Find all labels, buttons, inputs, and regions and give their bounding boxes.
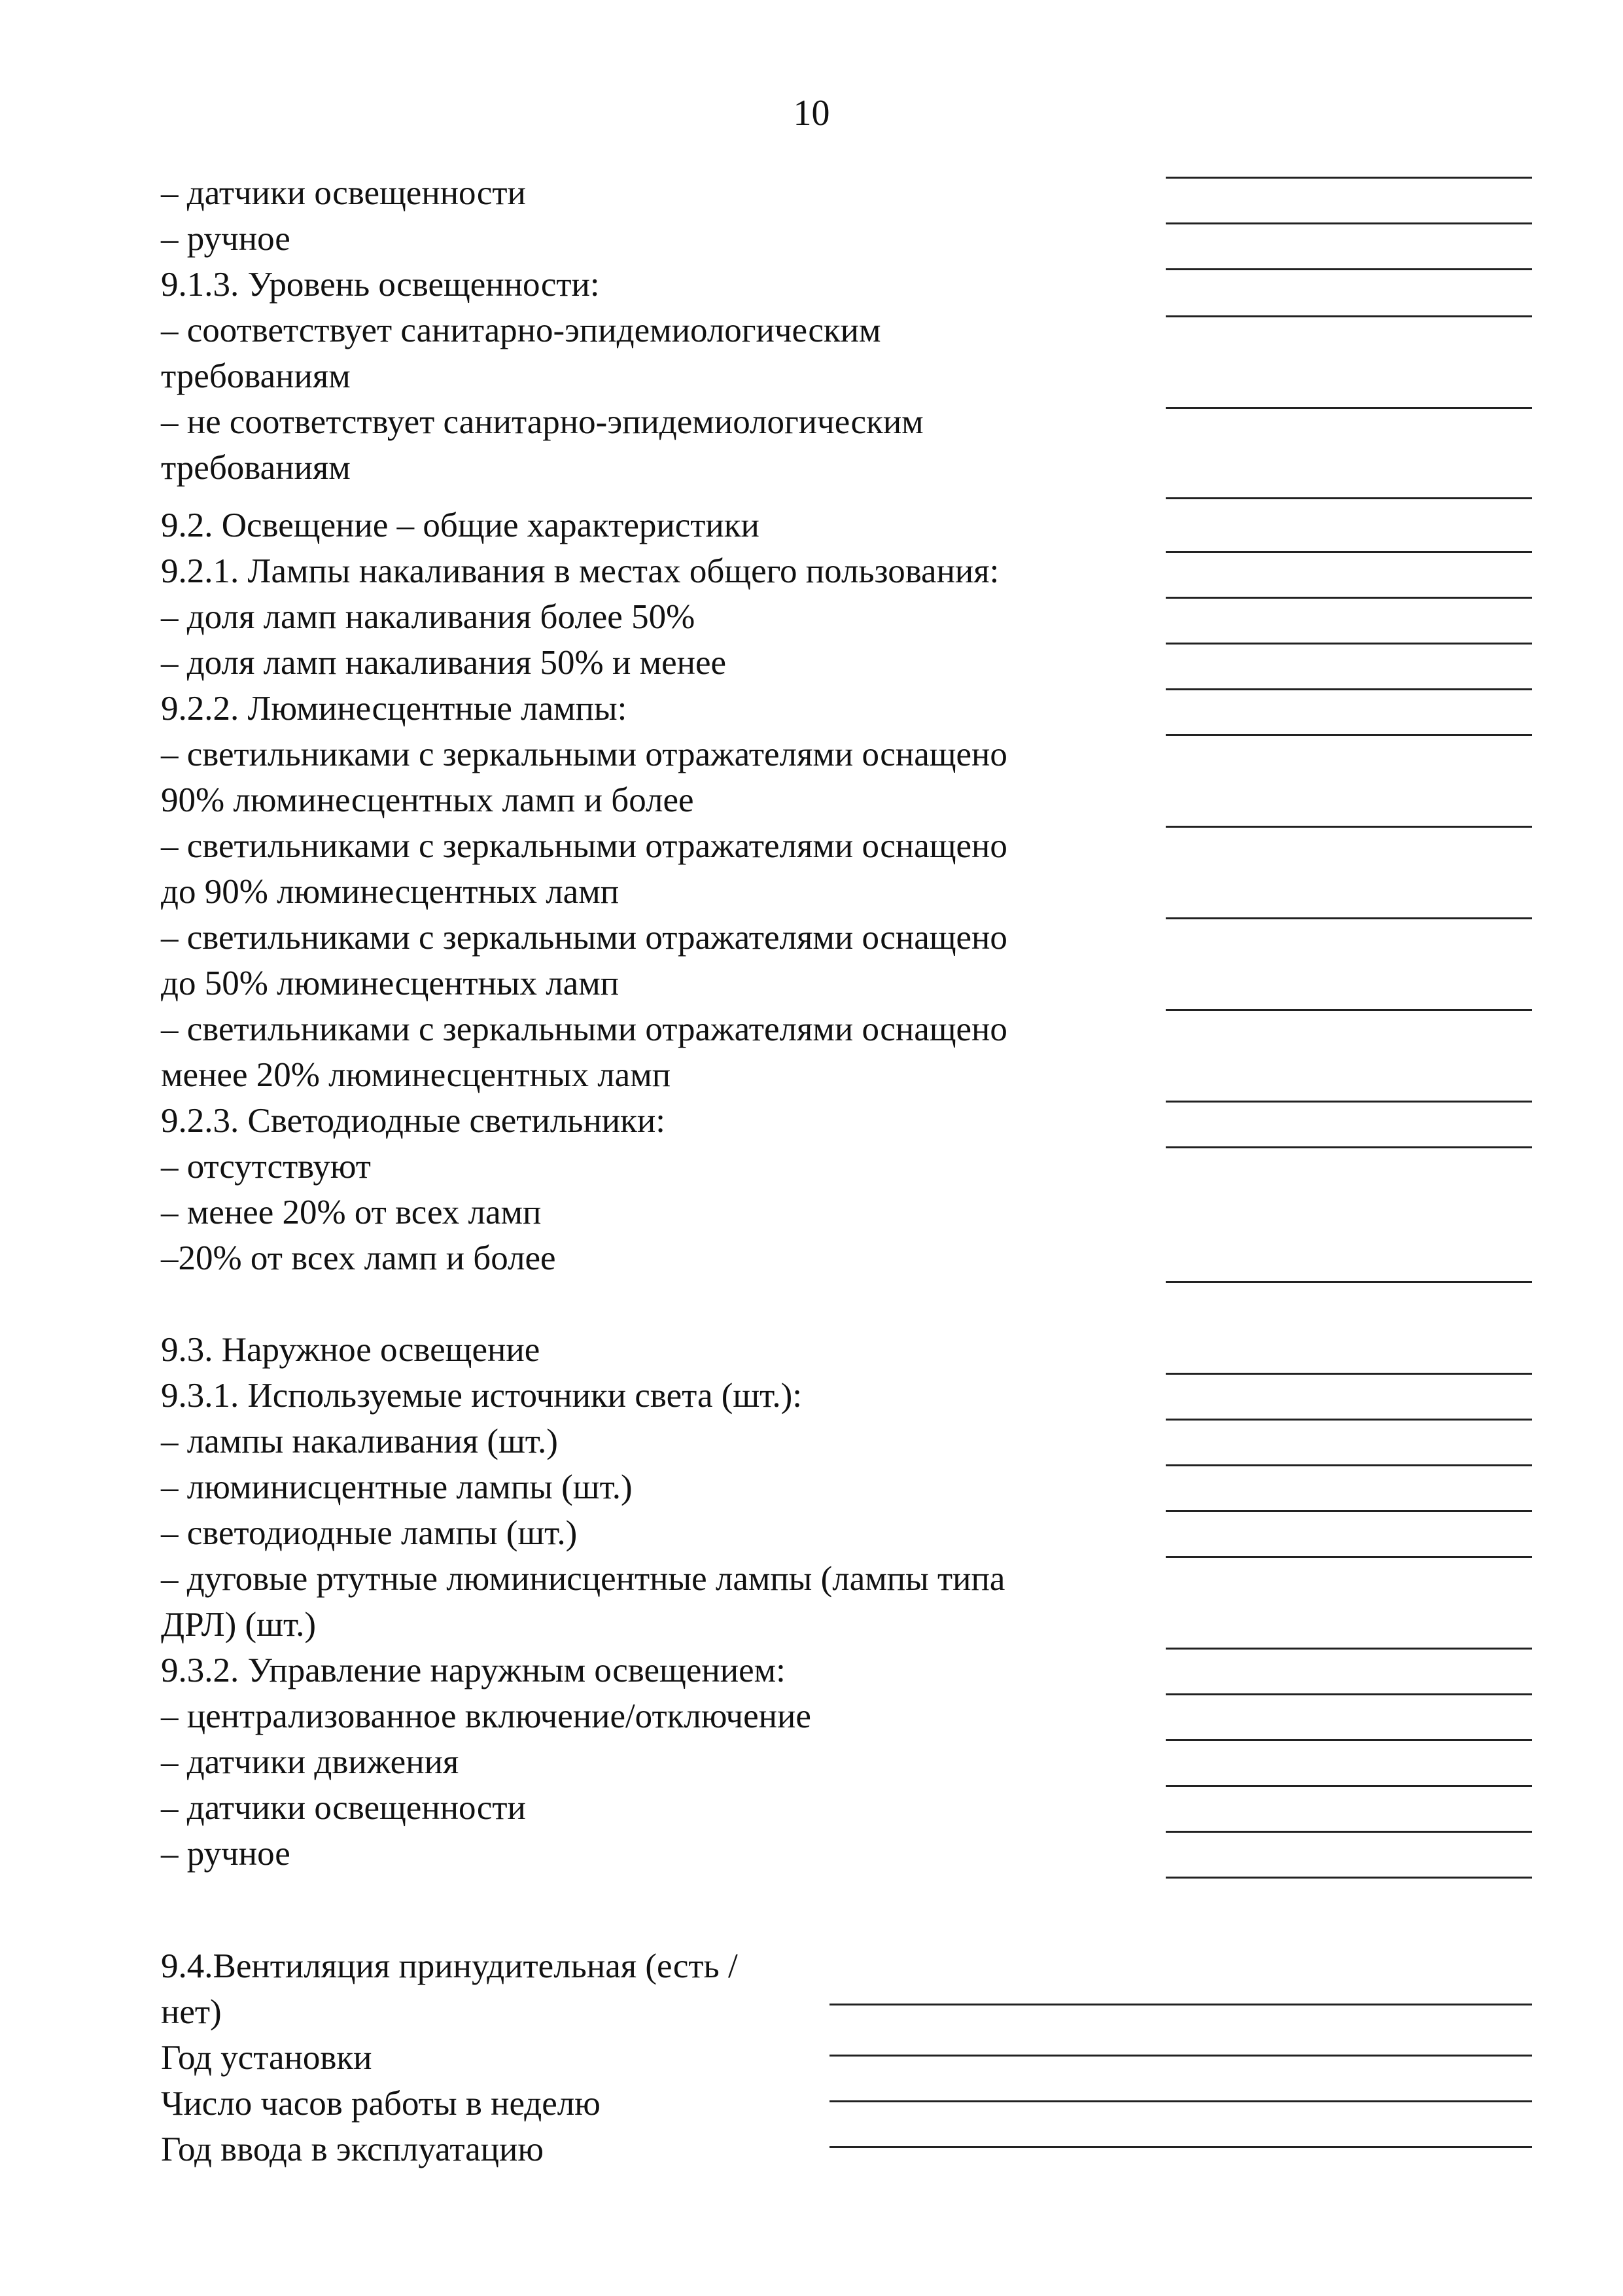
form-line: до 50% люминесцентных ламп xyxy=(161,964,620,1002)
form-line: 9.2.2. Люминесцентные лампы: xyxy=(161,690,627,728)
answer-blank[interactable] xyxy=(1166,1739,1532,1741)
answer-blank[interactable] xyxy=(1166,643,1532,645)
form-line: – датчики освещенности xyxy=(161,174,526,212)
answer-blank[interactable] xyxy=(1166,688,1532,690)
form-line: –20% от всех ламп и более xyxy=(161,1239,556,1277)
form-line: 9.3.2. Управление наружным освещением: xyxy=(161,1651,786,1689)
form-line: – лампы накаливания (шт.) xyxy=(161,1422,558,1460)
answer-blank[interactable] xyxy=(829,2100,1532,2102)
answer-blank[interactable] xyxy=(1166,497,1532,499)
form-line: менее 20% люминесцентных ламп xyxy=(161,1056,671,1094)
form-line: – светильниками с зеркальными отражателями оснащено xyxy=(161,1010,1007,1048)
answer-blank[interactable] xyxy=(1166,1101,1532,1103)
answer-blank[interactable] xyxy=(1166,1831,1532,1833)
answer-blank[interactable] xyxy=(1166,1146,1532,1148)
form-line: 90% люминесцентных ламп и более xyxy=(161,781,694,819)
answer-blank[interactable] xyxy=(829,2004,1532,2005)
answer-blank[interactable] xyxy=(1166,1281,1532,1283)
answer-blank[interactable] xyxy=(1166,1464,1532,1466)
form-line: 9.4.Вентиляция принудительная (есть / xyxy=(161,1947,738,1985)
form-line: 9.3. Наружное освещение xyxy=(161,1331,540,1369)
answer-blank[interactable] xyxy=(1166,1648,1532,1650)
form-line: – светильниками с зеркальными отражателями оснащено xyxy=(161,919,1007,957)
form-line: нет) xyxy=(161,1993,222,2031)
page-number: 10 xyxy=(793,93,830,133)
form-line: – централизованное включение/отключение xyxy=(161,1697,811,1735)
form-line: 9.1.3. Уровень освещенности: xyxy=(161,266,600,304)
form-line: 9.3.1. Используемые источники света (шт.): xyxy=(161,1377,802,1415)
form-line: – светодиодные лампы (шт.) xyxy=(161,1514,578,1552)
form-line: 9.2.3. Светодиодные светильники: xyxy=(161,1102,666,1140)
form-line: Год установки xyxy=(161,2039,372,2077)
answer-blank[interactable] xyxy=(1166,268,1532,270)
answer-blank[interactable] xyxy=(1166,1510,1532,1512)
form-line: – отсутствуют xyxy=(161,1148,371,1186)
form-line: – датчики движения xyxy=(161,1743,459,1781)
answer-blank[interactable] xyxy=(1166,1556,1532,1558)
answer-blank[interactable] xyxy=(1166,551,1532,553)
form-line: – доля ламп накаливания 50% и менее xyxy=(161,644,727,682)
answer-blank[interactable] xyxy=(1166,407,1532,409)
form-line: требованиям xyxy=(161,449,351,487)
answer-blank[interactable] xyxy=(1166,315,1532,317)
form-line: – соответствует санитарно-эпидемиологическим xyxy=(161,311,881,349)
form-line: – дуговые ртутные люминисцентные лампы (лампы типа xyxy=(161,1560,1005,1598)
form-line: – доля ламп накаливания более 50% xyxy=(161,598,695,636)
answer-blank[interactable] xyxy=(1166,734,1532,736)
form-line: – датчики освещенности xyxy=(161,1789,526,1827)
answer-blank[interactable] xyxy=(1166,177,1532,179)
answer-blank[interactable] xyxy=(1166,917,1532,919)
answer-blank[interactable] xyxy=(829,2055,1532,2057)
form-line: – ручное xyxy=(161,220,290,258)
answer-blank[interactable] xyxy=(1166,1373,1532,1375)
form-line: ДРЛ) (шт.) xyxy=(161,1606,317,1644)
answer-blank[interactable] xyxy=(1166,826,1532,828)
answer-blank[interactable] xyxy=(1166,222,1532,224)
form-line: – светильниками с зеркальными отражателями оснащено xyxy=(161,735,1007,773)
form-line: – не соответствует санитарно-эпидемиологическим xyxy=(161,403,924,441)
form-line: – менее 20% от всех ламп xyxy=(161,1193,542,1231)
form-line: – люминисцентные лампы (шт.) xyxy=(161,1468,633,1506)
form-line: Число часов работы в неделю xyxy=(161,2085,601,2123)
form-line: 9.2.1. Лампы накаливания в местах общего пользования: xyxy=(161,552,1000,590)
answer-blank[interactable] xyxy=(1166,597,1532,599)
answer-blank[interactable] xyxy=(1166,1009,1532,1011)
answer-blank[interactable] xyxy=(1166,1693,1532,1695)
form-line: – ручное xyxy=(161,1835,290,1873)
answer-blank[interactable] xyxy=(1166,1419,1532,1421)
form-line: до 90% люминесцентных ламп xyxy=(161,873,620,911)
answer-blank[interactable] xyxy=(1166,1785,1532,1787)
answer-blank[interactable] xyxy=(1166,1877,1532,1879)
answer-blank[interactable] xyxy=(829,2146,1532,2148)
form-line: Год ввода в эксплуатацию xyxy=(161,2130,544,2168)
form-line: требованиям xyxy=(161,357,351,395)
form-line: 9.2. Освещение – общие характеристики xyxy=(161,506,759,544)
form-line: – светильниками с зеркальными отражателями оснащено xyxy=(161,827,1007,865)
